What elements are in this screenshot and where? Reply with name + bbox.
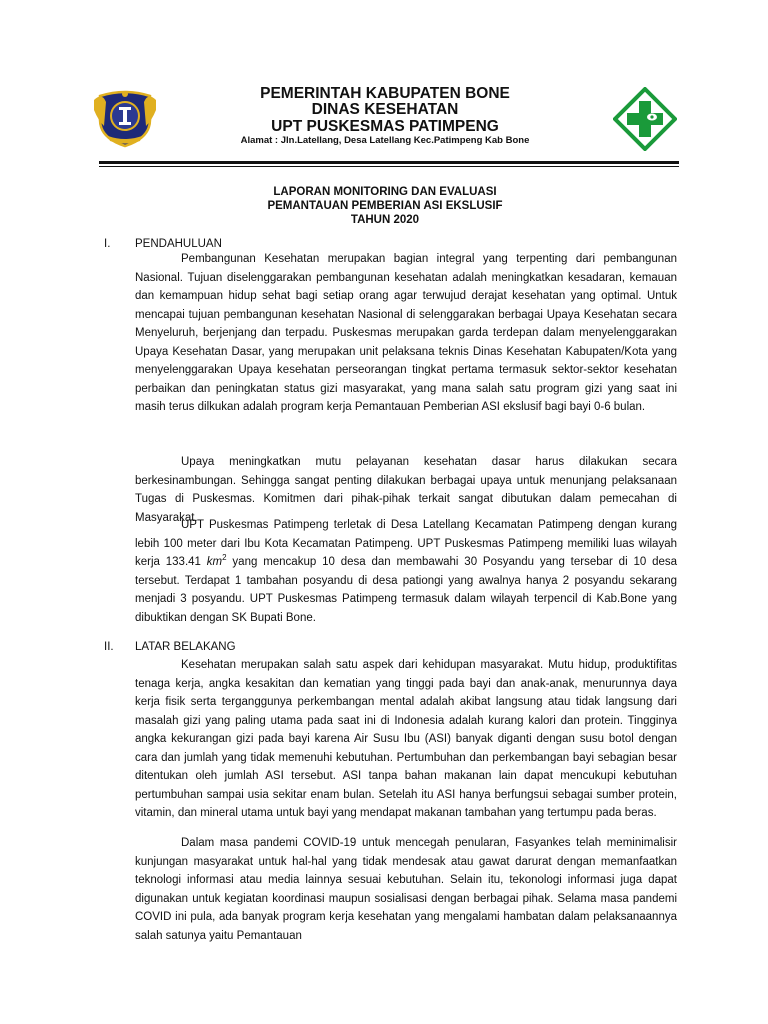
header-divider-thin: [99, 166, 679, 167]
header-department: DINAS KESEHATAN: [311, 101, 459, 118]
unit-km: km: [206, 556, 223, 568]
unit-exponent: 2: [222, 553, 227, 563]
section-number: II.: [104, 641, 114, 653]
paragraph: [135, 516, 677, 627]
header-government: PEMERINTAH KABUPATEN BONE: [260, 85, 510, 102]
paragraph: Kesehatan merupakan salah satu aspek dari kehidupan masyarakat. Mutu hidup, produktifitas tenaga kerja, angka kesakitan dan kematian yang tinggi pada bayi dan anak-anak, menurunnya daya kerja fisik serta terganggunya perkembangan mental adalah akibat langsung atau tidak langsung dari masalah gizi yang paling utama pada saat ini di Indonesia adalah kurang kalori dan protein. Tingginya angka kekurangan gizi pada bayi karena Air Susu Ibu (ASI) banyak diganti dengan susu botol dengan cara dan jumlah yang tidak memenuhi kebutuhan. Pertumbuhan dan perkembangan bayi sebagian besar ditentukan oleh jumlah ASI tersebut. ASI tanpa bahan makanan lain dapat mencukupi kebutuhan pertumbuhan sampai usia sekitar enam bulan. Setelah itu ASI hanya berfungsui sebagai sumber protein, vitamin, dan mineral utama untuk bayi yang mendapat makanan tambahan yang tertumpu pada beras.: [135, 659, 677, 819]
paragraph-text: yang mencakup 10 desa dan membawahi 30 Posyandu yang tersebar di 10 desa tersebut. Terdapat 1 tambahan posyandu di desa pationgi yang awalnya hanya 2 posyandu sekarang menjadi 3 posyandu. UPT Puskesmas Patimpeng termasuk dalam wilayah terpencil di Kab.Bone yang dibuktikan dengan SK Bupati Bone.: [135, 556, 678, 624]
paragraph: Pembangunan Kesehatan merupakan bagian integral yang terpenting dari pembangunan Nasional. Tujuan diselenggarakan pembangunan kesehatan adalah meningkatkan kesadaran, kemauan dan kemampuan hidup sehat bagi setiap orang agar terwujud derajat kesehatan yang optimal. Untuk mencapai tujuan pembangunan kesehatan Nasional di selenggarakan berbagai Upaya Kesehatan secara Menyeluruh, berjenjang dan terpadu. Puskesmas merupakan garda terdepan dalam menyelenggarakan Upaya Kesehatan Dasar, yang merupakan unit pelaksana teknis Dinas Kesehatan Kabupaten/Kota yang menyelenggarakan Upaya kesehatan perseorangan tingkat pertama termasuk sektor-sektor kesehatan perbaikan dan peningkatan status gizi masyarakat, yang mana salah satu program gizi yang saat ini masih terus dilkukan adalah program kerja Pemantauan Pemberian ASI ekslusif bagi bayi 0-6 bulan.: [135, 253, 677, 413]
section-number: I.: [104, 238, 111, 250]
paragraph: Dalam masa pandemi COVID-19 untuk mencegah penularan, Fasyankes telah meminimalisir kunjungan masyarakat untuk hal-hal yang tidak mendesak atau gawat darurat dengan memanfaatkan teknologi informasi atau media lainnya sesuai kebutuhan. Selain itu, tekonologi informasi juga dapat digunakan untuk kegiatan koordinasi maupun sosialisasi dengan berbagai pihak. Selama masa pandemi COVID ini pula, ada banyak program kerja kesehatan yang mengalami hambatan dalam pelaksanaannya salah satunya yaitu Pemantauan: [135, 837, 677, 942]
section-title: LATAR BELAKANG: [135, 641, 236, 653]
header-divider-thick: [99, 161, 679, 164]
header-address: Alamat : Jln.Latellang, Desa Latellang Kec.Patimpeng Kab Bone: [240, 135, 530, 146]
header-unit: UPT PUSKESMAS PATIMPENG: [271, 118, 499, 135]
regency-emblem-icon: [92, 86, 158, 148]
paragraph: Upaya meningkatkan mutu pelayanan kesehatan dasar harus dilakukan secara berkesinambungan. Sehingga sangat penting dilakukan berbagai upaya untuk menunjang pelaksanaan Tugas di Puskesmas. Komitmen dari pihak-pihak terkait sangat dibutukan dalam pemecahan di Masyarakat.: [135, 456, 677, 524]
section-title: PENDAHULUAN: [135, 238, 222, 250]
report-title-year: TAHUN 2020: [350, 214, 420, 226]
paragraph-text: UPT Puskesmas Patimpeng terletak di Desa Latellang Kecamatan Patimpeng dengan kurang lebih 100 meter dari Ibu Kota Kecamatan Patimpeng. UPT Puskesmas Patimpeng memiliki luas wilayah kerja 133.41: [135, 519, 677, 568]
report-title-line2: PEMANTAUAN PEMBERIAN ASI EKSLUSIF: [267, 200, 503, 212]
report-title-line1: LAPORAN MONITORING DAN EVALUASI: [273, 186, 497, 198]
puskesmas-cross-icon: [613, 87, 677, 151]
